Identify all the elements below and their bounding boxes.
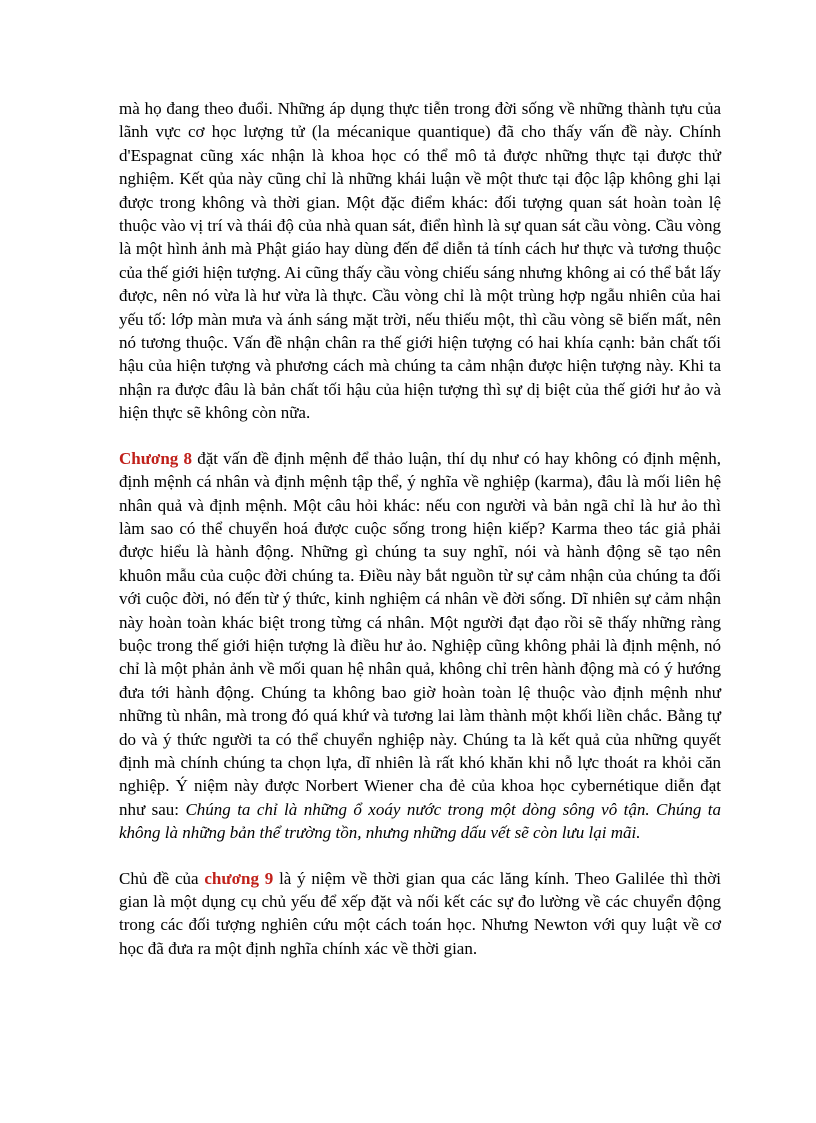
wiener-quote: Chúng ta chỉ là những ổ xoáy nước trong một dòng sông vô tận. Chúng ta không là những bản thể trường tồn, nhưng những dấu vết sẽ còn lưu lại mãi. xyxy=(119,799,721,843)
paragraph-text: đặt vấn đề định mệnh để thảo luận, thí dụ như có hay không có định mệnh, định mệnh cá nhân và định mệnh tập thể, ý nghĩa về nghiệp (karma), đâu là mối liên hệ nhân quả và định mệnh. Một câu hỏi khác: nếu con người và bản ngã chỉ là hư ảo thì làm sao có thể chuyển hoá được cuộc sống trong hiện kiếp? Karma theo tác giả phải được hiểu là hành động. Những gì chúng ta suy nghĩ, nói và hành động sẽ tạo nên khuôn mẫu của cuộc đời chúng ta. Điều này bắt nguồn từ sự cảm nhận của chúng ta đối với cuộc đời, nó đến từ ý thức, kinh nghiệm cá nhân về đời sống. Dĩ nhiên sự cảm nhận này hoàn toàn khác biệt trong từng cá nhân. Một người đạt đạo rồi sẽ thấy những ràng buộc trong thế giới hiện tượng là điều hư ảo. Nghiệp cũng không phải là định mệnh, nó chỉ là một phản ảnh về mối quan hệ nhân quả, không chỉ trên hành động mà có ý hướng đưa tới hành động. Chúng ta không bao giờ hoàn toàn lệ thuộc vào định mệnh như những tù nhân, mà trong đó quá khứ và tương lai làm thành một khối liền chắc. Bằng tự do và ý thức người ta có thể chuyển nghiệp này. Chúng ta là kết quả của những quyết định mà chính chúng ta chọn lựa, dĩ nhiên là rất khó khăn khi nỗ lực thoát ra khỏi căn nghiệp. Ý niệm này được Norbert Wiener cha đẻ của khoa học cybernétique diễn đạt như sau: xyxy=(119,448,721,819)
paragraph-chapter-8 xyxy=(119,447,721,845)
document-page xyxy=(119,97,721,960)
paragraph-text: là ý niệm về thời gian qua các lăng kính. Theo Galilée thì thời gian là một dụng cụ chủ yếu để xếp đặt và nối kết các sự đo lường về các chuyển động trong các đối tượng nghiên cứu một cách toán học. Nhưng Newton với quy luật về cơ học đã đưa ra một định nghĩa chính xác về thời gian. xyxy=(119,868,721,958)
paragraph-quantum-rainbow xyxy=(119,97,721,425)
paragraph-chapter-9 xyxy=(119,867,721,961)
chapter-9-heading: chương 9 xyxy=(204,868,274,888)
chapter-8-heading: Chương 8 xyxy=(119,448,192,468)
paragraph-text: mà họ đang theo đuổi. Những áp dụng thực tiễn trong đời sống về những thành tựu của lãnh vực cơ học lượng tử (la mécanique quantique) đã cho thấy vấn đề này. Chính d'Espagnat cũng xác nhận là khoa học có thể mô tả được những thực tại được thử nghiệm. Kết qủa này cũng chỉ là những khái luận về một thưc tại độc lập không ghi lại được trong không và thời gian. Một đặc điểm khác: đối tượng quan sát hoàn toàn lệ thuộc vào vị trí và thái độ của nhà quan sát, điển hình là sự quan sát cầu vòng. Cầu vòng là một hình ảnh mà Phật giáo hay dùng đến để diễn tả tính cách hư thực và tương thuộc của thế giới hiện tượng. Ai cũng thấy cầu vòng chiếu sáng nhưng không ai có thể bắt lấy được, nên nó vừa là hư vừa là thực. Cầu vòng chỉ là một trùng hợp ngẫu nhiên của hai yếu tố: lớp màn mưa và ánh sáng mặt trời, nếu thiếu một, thì cầu vòng sẽ biến mất, nên nó tương thuộc. Vấn đề nhận chân ra thế giới hiện tượng có hai khía cạnh: bản chất tối hậu của hiện tượng và phương cách mà chúng ta cảm nhận được hiện tượng này. Khi ta nhận ra được đâu là bản chất tối hậu của hiện tượng thì sự dị biệt của thế giới hư ảo và hiện thực sẽ không còn nữa. xyxy=(119,99,721,423)
paragraph-lead-text: Chủ đề của xyxy=(119,868,205,888)
